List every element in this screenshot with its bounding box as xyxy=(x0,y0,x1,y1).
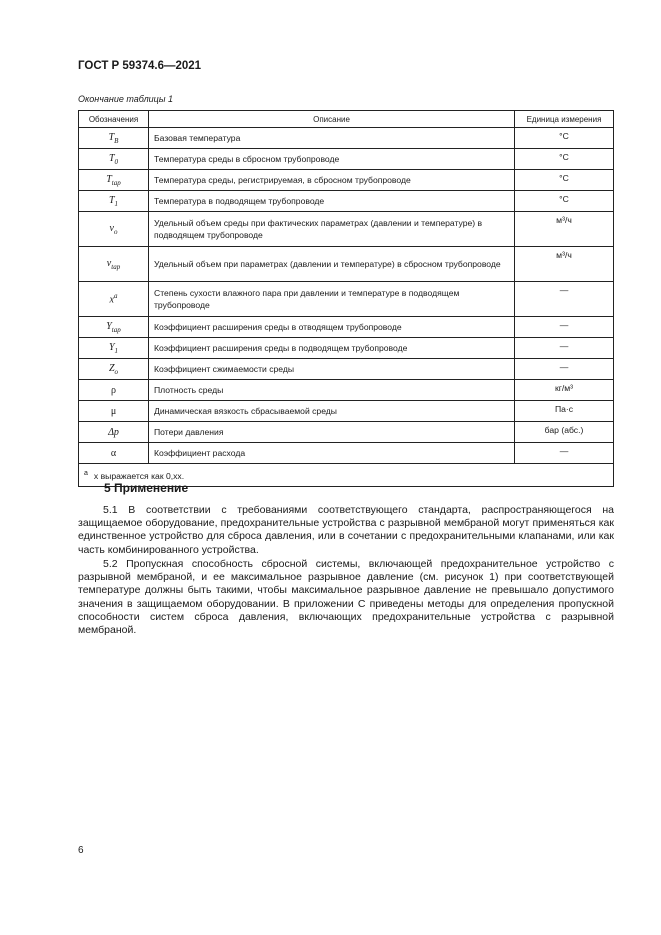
table-row xyxy=(79,282,614,317)
symbol-cell xyxy=(79,443,149,464)
symbol-subscript: 0 xyxy=(114,157,119,166)
unit-cell: — xyxy=(515,359,614,380)
description-cell: Степень сухости влажного пара при давлении и температуре в подводящем трубопроводе xyxy=(149,282,515,317)
symbol: α xyxy=(110,447,117,459)
unit-cell: °C xyxy=(515,170,614,191)
symbol: Y xyxy=(108,341,115,353)
paragraph-5-1: 5.1 В соответствии с требованиями соответствующего стандарта, распространяющегося на защищаемое оборудование, предохранительные устройства с разрывной мембраной могут применяться как единственное устройство для сброса давления, или в сочетании с предохранительными клапанами, или как часть комбинированного устройства. xyxy=(78,504,614,556)
symbol-cell xyxy=(79,212,149,247)
footnote-mark: a xyxy=(84,469,88,477)
table-row xyxy=(79,401,614,422)
symbol: x xyxy=(109,294,114,306)
section-heading: 5 Применение xyxy=(104,481,189,495)
symbol-cell xyxy=(79,338,149,359)
unit-cell: — xyxy=(515,317,614,338)
table-row xyxy=(79,191,614,212)
table-row xyxy=(79,359,614,380)
symbol-cell xyxy=(79,317,149,338)
symbol: T xyxy=(108,131,115,143)
table-row xyxy=(79,443,614,464)
parameters-table xyxy=(78,110,614,487)
symbol-subscript: B xyxy=(114,136,119,145)
symbol: T xyxy=(108,152,115,164)
unit-cell: м³/ч xyxy=(515,212,614,247)
symbol-cell xyxy=(79,401,149,422)
symbol-cell xyxy=(79,247,149,282)
description-cell: Коэффициент расширения среды в подводящем трубопроводе xyxy=(149,338,515,359)
description-cell: Плотность среды xyxy=(149,380,515,401)
description-cell: Базовая температура xyxy=(149,128,515,149)
symbol: v xyxy=(109,222,114,234)
symbol: Z xyxy=(108,362,115,374)
table-row xyxy=(79,422,614,443)
description-cell: Удельный объем среды при фактических параметрах (давлении и температуре) в подводящем трубопроводе xyxy=(149,212,515,247)
unit-cell: — xyxy=(515,338,614,359)
description-cell: Коэффициент расширения среды в отводящем трубопроводе xyxy=(149,317,515,338)
symbol-subscript: o xyxy=(113,227,118,236)
table-row xyxy=(79,247,614,282)
unit-cell: Па·с xyxy=(515,401,614,422)
symbol-subscript: o xyxy=(114,367,119,376)
table-row xyxy=(79,212,614,247)
unit-cell: м³/ч xyxy=(515,247,614,282)
description-cell: Температура в подводящем трубопроводе xyxy=(149,191,515,212)
symbol: Y xyxy=(106,320,112,332)
symbol-subscript: tap xyxy=(111,262,121,271)
document-code: ГОСТ Р 59374.6—2021 xyxy=(78,60,202,72)
unit-cell: °C xyxy=(515,191,614,212)
description-cell: Потери давления xyxy=(149,422,515,443)
symbol-cell xyxy=(79,170,149,191)
table-row xyxy=(79,149,614,170)
symbol-cell xyxy=(79,359,149,380)
page-number: 6 xyxy=(78,845,84,856)
table-header-row xyxy=(79,111,614,128)
description-cell: Коэффициент расхода xyxy=(149,443,515,464)
unit-cell: °C xyxy=(515,128,614,149)
table-caption: Окончание таблицы 1 xyxy=(78,94,173,104)
table-row xyxy=(79,317,614,338)
symbol: v xyxy=(106,257,112,269)
symbol-cell xyxy=(79,128,149,149)
symbol-subscript: tap xyxy=(111,178,121,187)
symbol-subscript: 1 xyxy=(114,199,119,208)
description-cell: Динамическая вязкость сбрасываемой среды xyxy=(149,401,515,422)
symbol-cell xyxy=(79,282,149,317)
unit-cell: кг/м³ xyxy=(515,380,614,401)
symbol-subscript: tap xyxy=(111,325,121,334)
unit-cell: — xyxy=(515,443,614,464)
column-header-unit: Единица измерения xyxy=(515,111,614,128)
symbol: μ xyxy=(110,405,117,417)
description-cell: Коэффициент сжимаемости среды xyxy=(149,359,515,380)
symbol-cell xyxy=(79,380,149,401)
symbol: T xyxy=(106,173,112,185)
table-row xyxy=(79,170,614,191)
description-cell: Температура среды в сбросном трубопроводе xyxy=(149,149,515,170)
symbol-cell xyxy=(79,149,149,170)
column-header-symbol: Обозначения xyxy=(79,111,149,128)
symbol: T xyxy=(108,194,115,206)
symbol-superscript: a xyxy=(113,292,118,301)
symbol: Δp xyxy=(108,426,119,438)
unit-cell: °C xyxy=(515,149,614,170)
description-cell: Удельный объем при параметрах (давлении и температуре) в сбросном трубопроводе xyxy=(149,247,515,282)
symbol-cell xyxy=(79,191,149,212)
column-header-description: Описание xyxy=(149,111,515,128)
table-row xyxy=(79,338,614,359)
symbol: ρ xyxy=(111,384,116,396)
unit-cell: — xyxy=(515,282,614,317)
table-row xyxy=(79,128,614,149)
footnote-text: x выражается как 0,хх. xyxy=(93,470,185,481)
description-cell: Температура среды, регистрируемая, в сбросном трубопроводе xyxy=(149,170,515,191)
symbol-subscript: 1 xyxy=(114,346,119,355)
unit-cell: бар (абс.) xyxy=(515,422,614,443)
table-row xyxy=(79,380,614,401)
symbol-cell xyxy=(79,422,149,443)
paragraph-5-2: 5.2 Пропускная способность сбросной системы, включающей предохранительное устройство с разрывной мембраной, и ее максимальное разрывное давление (см. рисунок 1) при соответствующей температуре должны быть такими, чтобы максимальное разрывное давление не превышало допустимого значения в защищаемом оборудовании. В приложении С приведены методы для определения пропускной способности систем сброса давления, включающих предохранительные устройства с разрывной мембраной. xyxy=(78,558,614,637)
